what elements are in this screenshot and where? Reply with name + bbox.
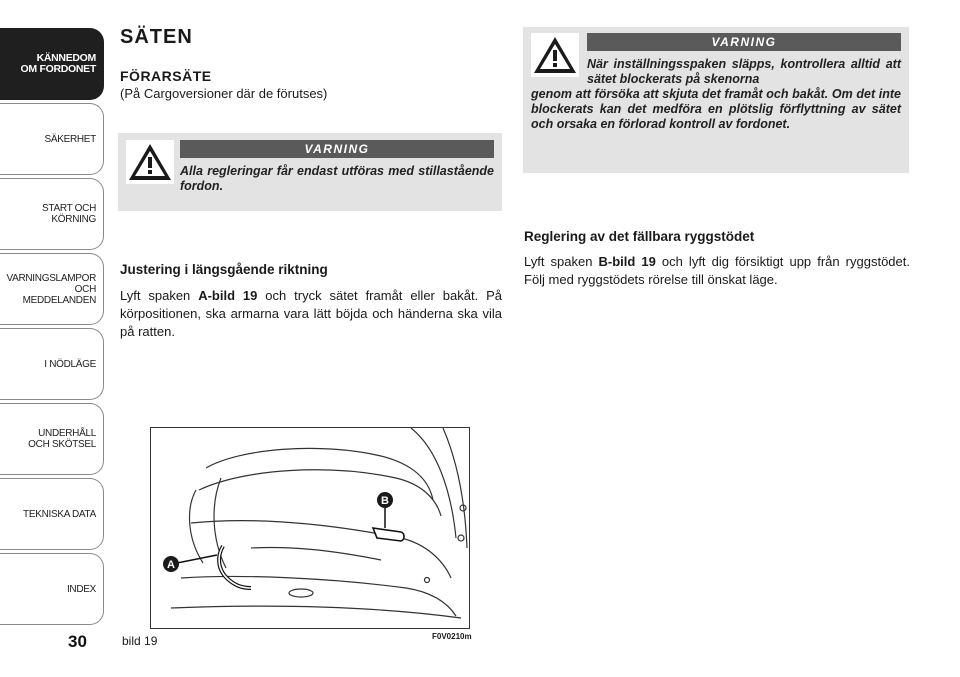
warning-text-continued: genom att försöka att skjuta det framåt och bakåt. Om det inte blockerats kan det medföra en plötslig förflyttning av sätet och orsaka en förlorad kontroll av fordonet. [531, 87, 901, 131]
tab-label: START OCH KÖRNING [42, 203, 96, 225]
warning-text: Alla regleringar får endast utföras med stillastående fordon. [180, 164, 494, 193]
tab-tekniska-data[interactable] [0, 478, 104, 550]
figure-reference: A-bild 19 [198, 288, 258, 303]
tab-label: UNDERHÅLL OCH SKÖTSEL [28, 428, 96, 450]
tab-label: VARNINGSLAMPOR OCH MEDDELANDEN [6, 272, 96, 306]
tab-label: INDEX [66, 583, 96, 595]
warning-text: När inställningsspaken släpps, kontrollera alltid att sätet blockerats på skenorna [587, 57, 901, 86]
text: och tryck sätet framåt eller bakåt. På körpositionen, ska armarna vara lätt böjda och händerna ska vila på ratten. [120, 288, 502, 339]
section-subtitle: FÖRARSÄTE [120, 68, 212, 84]
tab-underhall-och-skotsel[interactable] [0, 403, 104, 475]
warning-box [523, 27, 909, 173]
section-subnote: (På Cargoversioner där de förutses) [120, 86, 328, 101]
figure-caption: bild 19 [122, 634, 158, 648]
tab-label: TEKNISKA DATA [23, 508, 96, 520]
paragraph-backrest [524, 253, 910, 289]
warning-triangle-icon [531, 33, 579, 77]
warning-box [118, 133, 502, 211]
text: och lyft dig försiktigt upp från ryggstödet. Följ med ryggstödets rörelse till önskat läge. [524, 254, 910, 287]
warning-banner: VARNING [587, 33, 901, 51]
tab-start-och-korning[interactable] [0, 178, 104, 250]
text: Lyft spaken [120, 288, 199, 303]
paragraph-longitudinal [120, 287, 502, 341]
label-b: B [381, 495, 389, 507]
section-heading-backrest: Reglering av det fällbara ryggstödet [524, 229, 755, 244]
seat-drawing [151, 428, 469, 628]
tab-sakerhet[interactable] [0, 103, 104, 175]
tab-varningslampor[interactable] [0, 253, 104, 325]
page-title: SÄTEN [120, 26, 193, 48]
warning-triangle-icon [126, 140, 174, 184]
tab-kannedom-om-fordonet[interactable] [0, 28, 104, 100]
label-a: A [167, 559, 175, 571]
text: Lyft spaken [524, 254, 599, 269]
tab-index[interactable] [0, 553, 104, 625]
figure-code: F0V0210m [432, 632, 472, 641]
page-number: 30 [68, 632, 87, 651]
section-heading-longitudinal: Justering i längsgående riktning [120, 262, 328, 277]
tab-label: KÄNNEDOM OM FORDONET [20, 52, 96, 75]
tab-label: I NÖDLÄGE [44, 358, 96, 370]
seat-illustration [150, 427, 470, 629]
tab-i-nodlage[interactable] [0, 328, 104, 400]
figure-reference: B-bild 19 [598, 254, 656, 269]
warning-banner: VARNING [180, 140, 494, 158]
tab-label: SÄKERHET [44, 133, 96, 145]
